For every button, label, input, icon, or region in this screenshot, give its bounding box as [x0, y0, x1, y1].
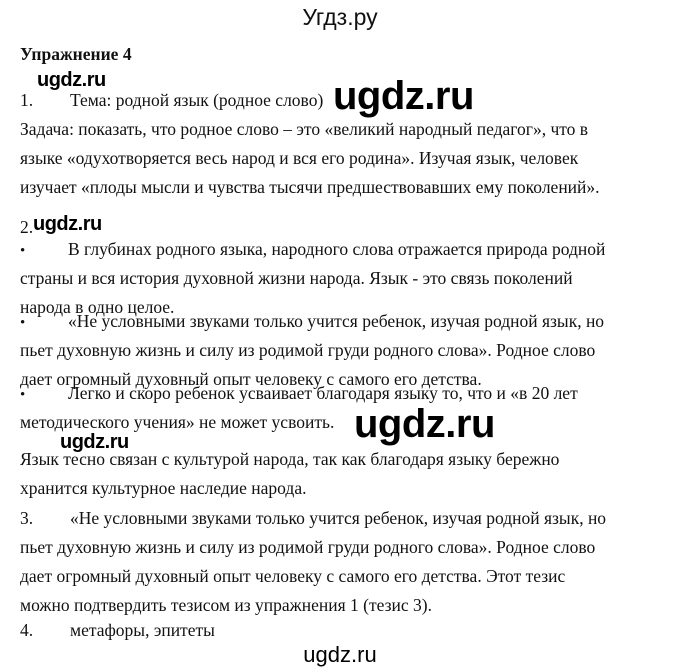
bullet-continuation: методического учения» не может усвоить.	[20, 412, 335, 432]
section-4: 4. метафоры, эпитеты	[20, 620, 215, 640]
watermark: ugdz.ru	[37, 69, 106, 91]
bullet-item: • «Не условными звуками только учится ребенок, изучая родной язык, но	[20, 311, 605, 331]
watermark: ugdz.ru	[333, 74, 474, 118]
section-3-line: дает огромный духовный опыт человеку с самого его детства. Этот тезис	[20, 566, 566, 586]
bullet-continuation: народа в одно целое.	[20, 297, 175, 317]
bullet-icon: •	[20, 315, 26, 331]
section-number: 2.	[20, 217, 34, 237]
task-line: Задача: показать, что родное слово – это «великий народный педагог», что в	[20, 119, 589, 139]
bullet-icon: •	[20, 387, 26, 403]
section-number: 1.	[20, 90, 34, 110]
footer-watermark: ugdz.ru	[303, 642, 377, 667]
section-2-number	[20, 219, 33, 237]
bullet-item: • Легко и скоро ребенок усваивает благодаря языку то, что и «в 20 лет	[20, 383, 578, 403]
bullet-icon: •	[20, 243, 26, 259]
theme-text: Тема: родной язык (родное слово)	[70, 90, 324, 110]
section-3-line: можно подтвердить тезисом из упражнения 1 (тезис 3).	[20, 595, 433, 615]
task-line: изучает «плоды мысли и чувства тысячи предшествовавших ему поколений».	[20, 177, 600, 197]
watermark: ugdz.ru	[33, 213, 102, 235]
section-1-theme	[20, 92, 323, 110]
section-number: 4.	[20, 620, 34, 640]
bullet-item: • В глубинах родного языка, народного слова отражается природа родной	[20, 239, 606, 259]
bullet-continuation: дает огромный духовный опыт человеку с самого его детства.	[20, 369, 482, 389]
section-3-line: пьет духовную жизнь и силу из родимой груди родного слова». Родное слово	[20, 537, 596, 557]
conclusion-line: хранится культурное наследие народа.	[20, 478, 307, 498]
bullet-continuation: страны и вся история духовной жизни народа. Язык - это связь поколений	[20, 268, 573, 288]
watermark: ugdz.ru	[354, 402, 495, 446]
conclusion-line: Язык тесно связан с культурой народа, так как благодаря языку бережно	[20, 449, 560, 469]
site-title: Угдз.ру	[302, 4, 378, 30]
exercise-heading: Упражнение 4	[20, 44, 132, 64]
task-line: языке «одухотворяется весь народ и вся его родина». Изучая язык, человек	[20, 148, 579, 168]
section-number: 3.	[20, 508, 34, 528]
watermark: ugdz.ru	[60, 431, 129, 453]
section-3-first: 3. «Не условными звуками только учится ребенок, изучая родной язык, но	[20, 508, 607, 528]
bullet-continuation: пьет духовную жизнь и силу из родимой груди родного слова». Родное слово	[20, 340, 596, 360]
